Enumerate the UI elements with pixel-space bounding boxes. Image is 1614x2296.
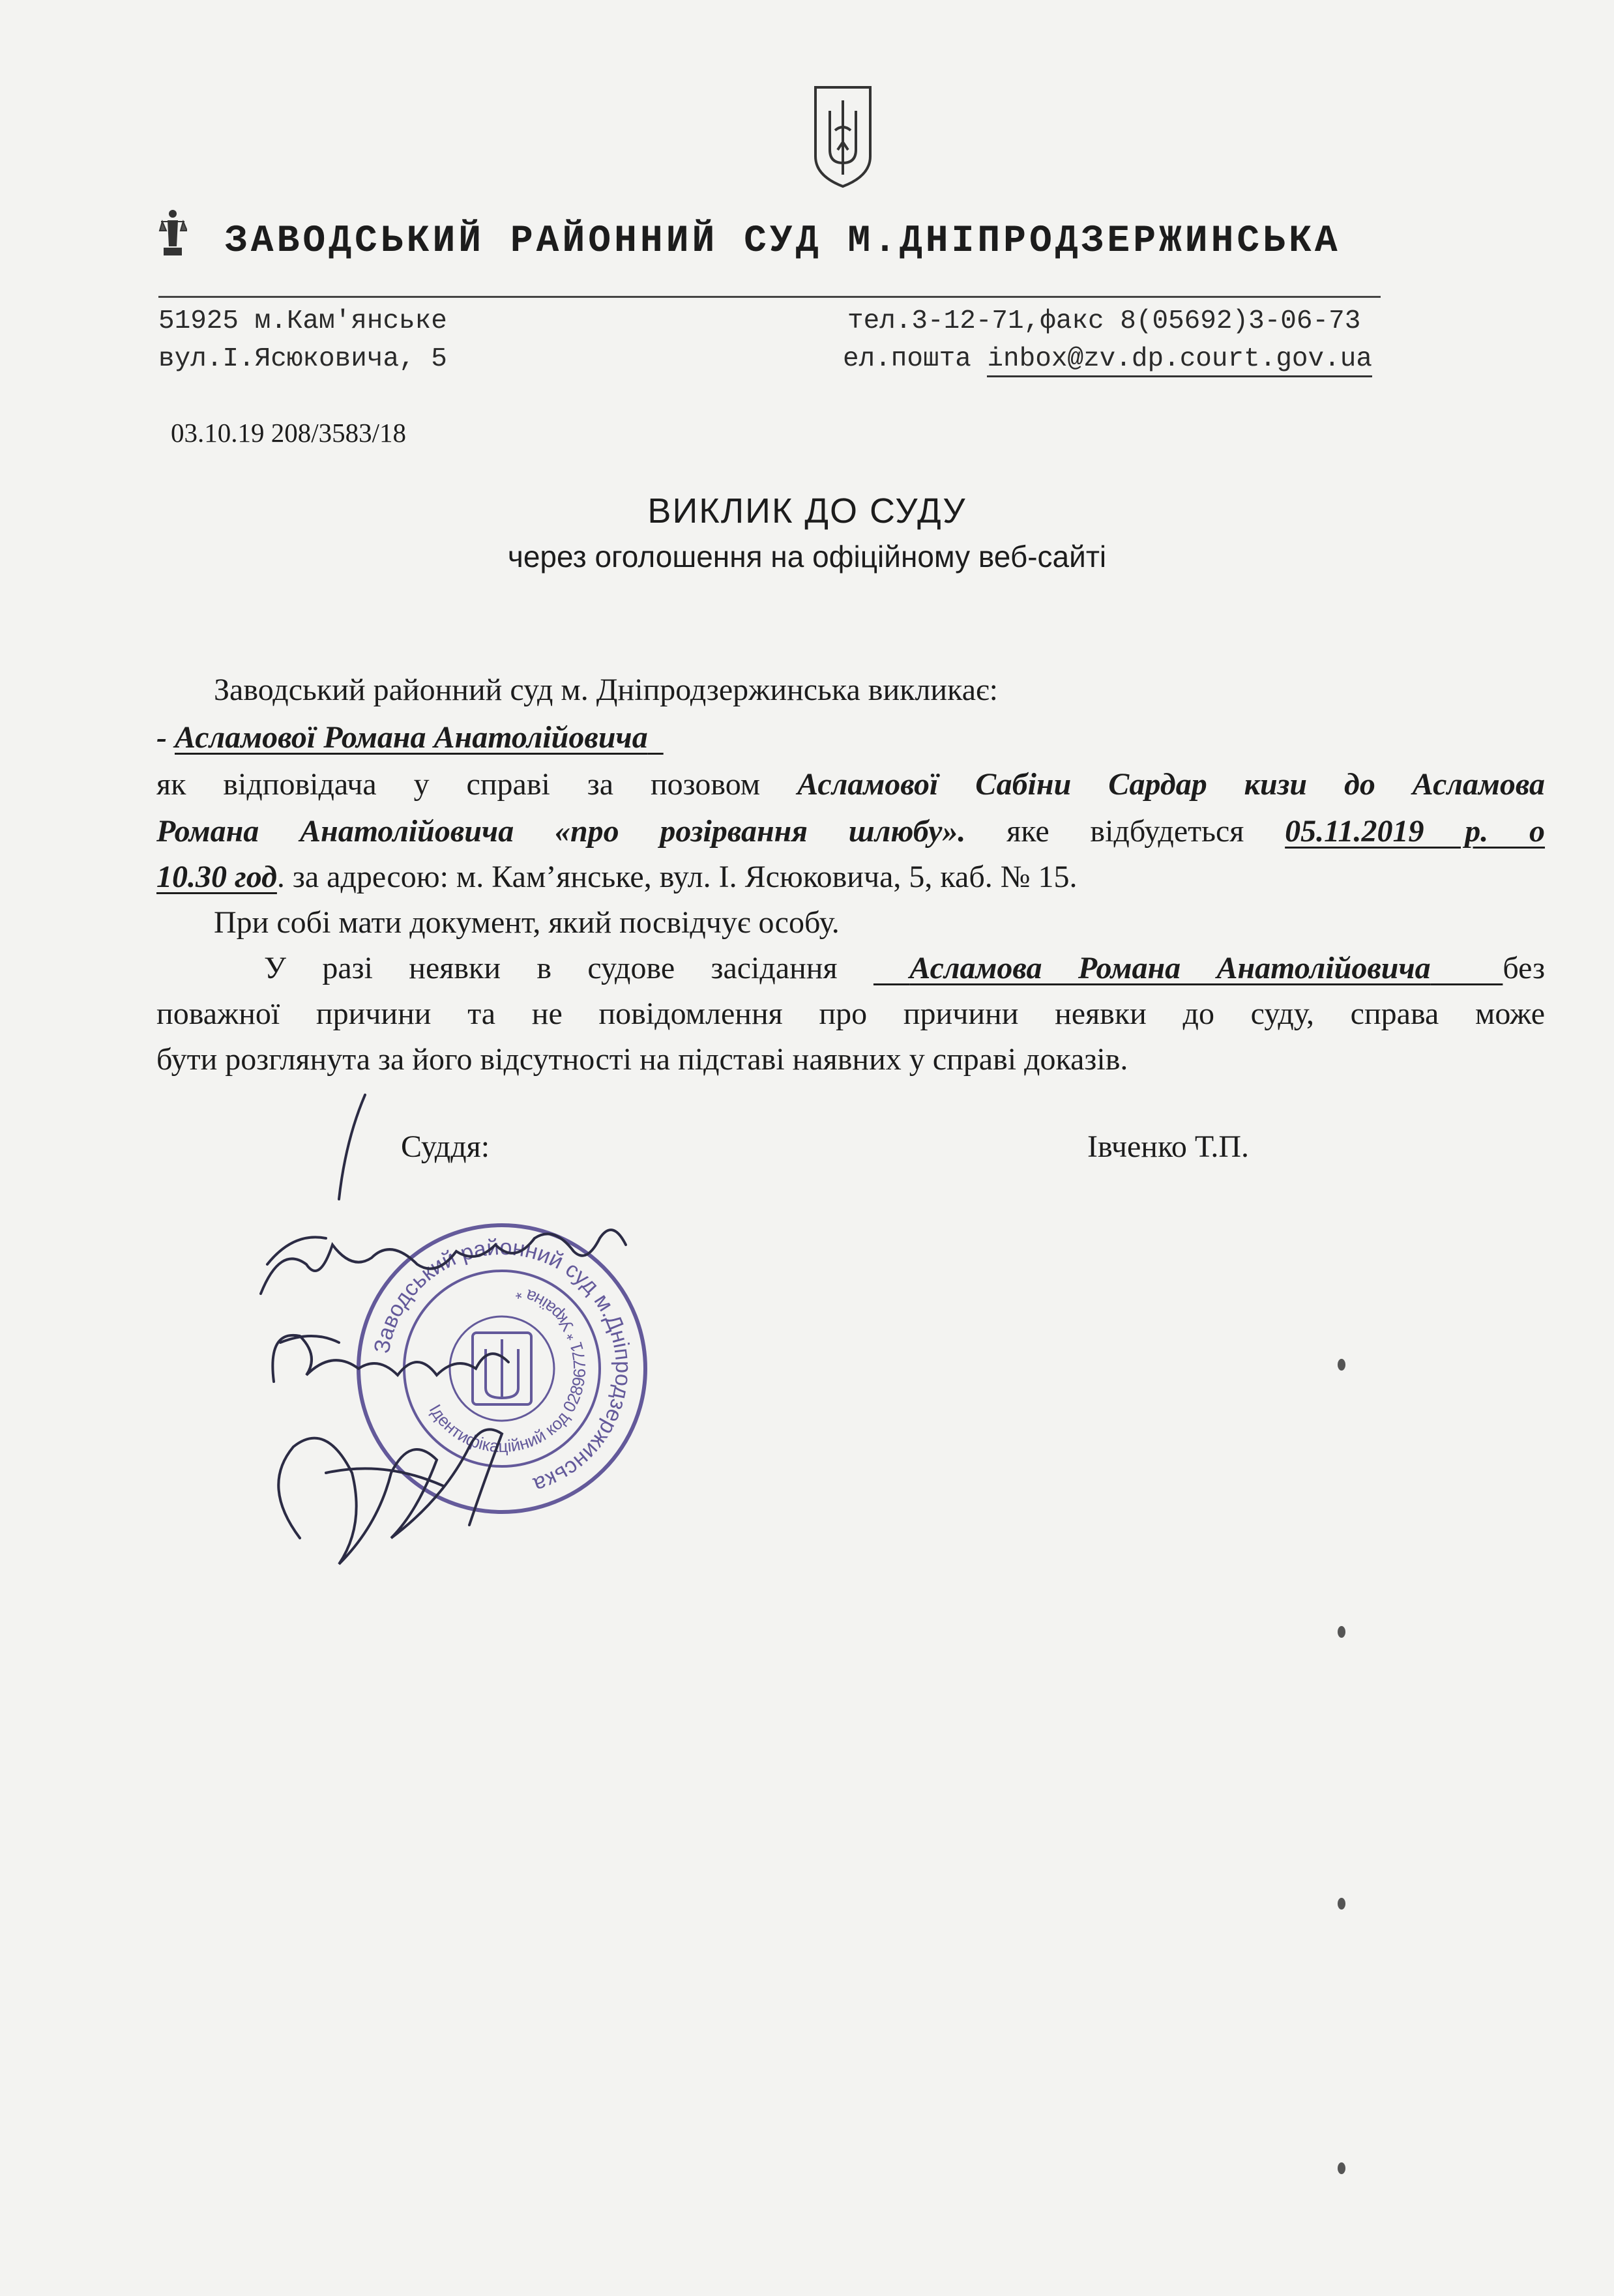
absence-text-b: без <box>1503 951 1546 985</box>
claim-line-1 <box>156 769 1545 800</box>
coat-of-arms-icon <box>810 85 875 189</box>
absence-line-3: бути розглянута за його відсутності на підставі наявних у справі доказів. <box>156 1042 1128 1077</box>
case-subject: Романа Анатолійовича «про розірвання шлюбу». <box>156 814 966 849</box>
plaintiff-text: Асламової Сабіни Сардар кизи до Асламова <box>797 767 1546 802</box>
defendant-line <box>156 722 664 753</box>
absence-line-1 <box>264 953 1545 984</box>
hearing-time: 10.30 год <box>156 860 277 894</box>
stamp-and-signature <box>222 1069 730 1629</box>
themis-icon <box>158 207 187 259</box>
header-divider <box>158 296 1381 298</box>
judge-name: Івченко Т.П. <box>1087 1129 1250 1164</box>
reference-number: 03.10.19 208/3583/18 <box>171 418 407 448</box>
phone-line: тел.3-12-71,факс 8(05692)3-06-73 <box>847 306 1361 336</box>
hearing-text: яке відбудеться <box>1006 814 1244 849</box>
email-link[interactable]: inbox@zv.dp.court.gov.ua <box>987 344 1372 377</box>
dash: - <box>156 720 175 755</box>
hearing-address: . за адресою: м. Кам’янське, вул. І. Ясюковича, 5, каб. № 15. <box>276 860 1078 894</box>
court-name: ЗАВОДСЬКИЙ РАЙОННИЙ СУД М.ДНІПРОДЗЕРЖИНСЬКА <box>225 220 1341 263</box>
email-label: ел.пошта <box>843 344 971 374</box>
document-note: При собі мати документ, який посвідчує особу. <box>214 905 840 940</box>
scan-mark <box>1338 2162 1345 2174</box>
claim-text-1: як відповідача у справі за позовом <box>156 767 761 802</box>
hearing-date: 05.11.2019 р. о <box>1285 814 1546 849</box>
document-title: ВИКЛИК ДО СУДУ <box>647 491 967 530</box>
scan-mark <box>1338 1359 1345 1371</box>
intro-line: Заводський районний суд м. Дніпродзержинська викликає: <box>214 673 998 707</box>
absence-defendant: Асламова Романа Анатолійовича <box>909 951 1431 985</box>
claim-line-2 <box>156 816 1545 847</box>
address-line <box>156 862 1078 893</box>
address-line-2: вул.І.Ясюковича, 5 <box>158 344 447 374</box>
judge-label: Суддя: <box>401 1129 490 1164</box>
defendant-name: Асламової Романа Анатолійовича <box>174 720 648 755</box>
svg-text:Ідентифікаційний код 02896771: Ідентифікаційний код 02896771 * Україна * <box>425 1283 590 1457</box>
absence-text-a: У разі неявки в судове засідання <box>264 951 838 985</box>
absence-line-2: поважної причини та не повідомлення про причини неявки до суду, справа може <box>156 996 1545 1031</box>
scan-mark <box>1338 1626 1345 1638</box>
address-line-1: 51925 м.Кам'янське <box>158 306 447 336</box>
email-line <box>843 344 1372 374</box>
document-subtitle: через оголошення на офіційному веб-сайті <box>507 540 1107 574</box>
scan-mark <box>1338 1898 1345 1910</box>
svg-text:Заводський районний суд м.Дніп: Заводський районний суд м.Дніпродзержинська <box>369 1234 636 1498</box>
